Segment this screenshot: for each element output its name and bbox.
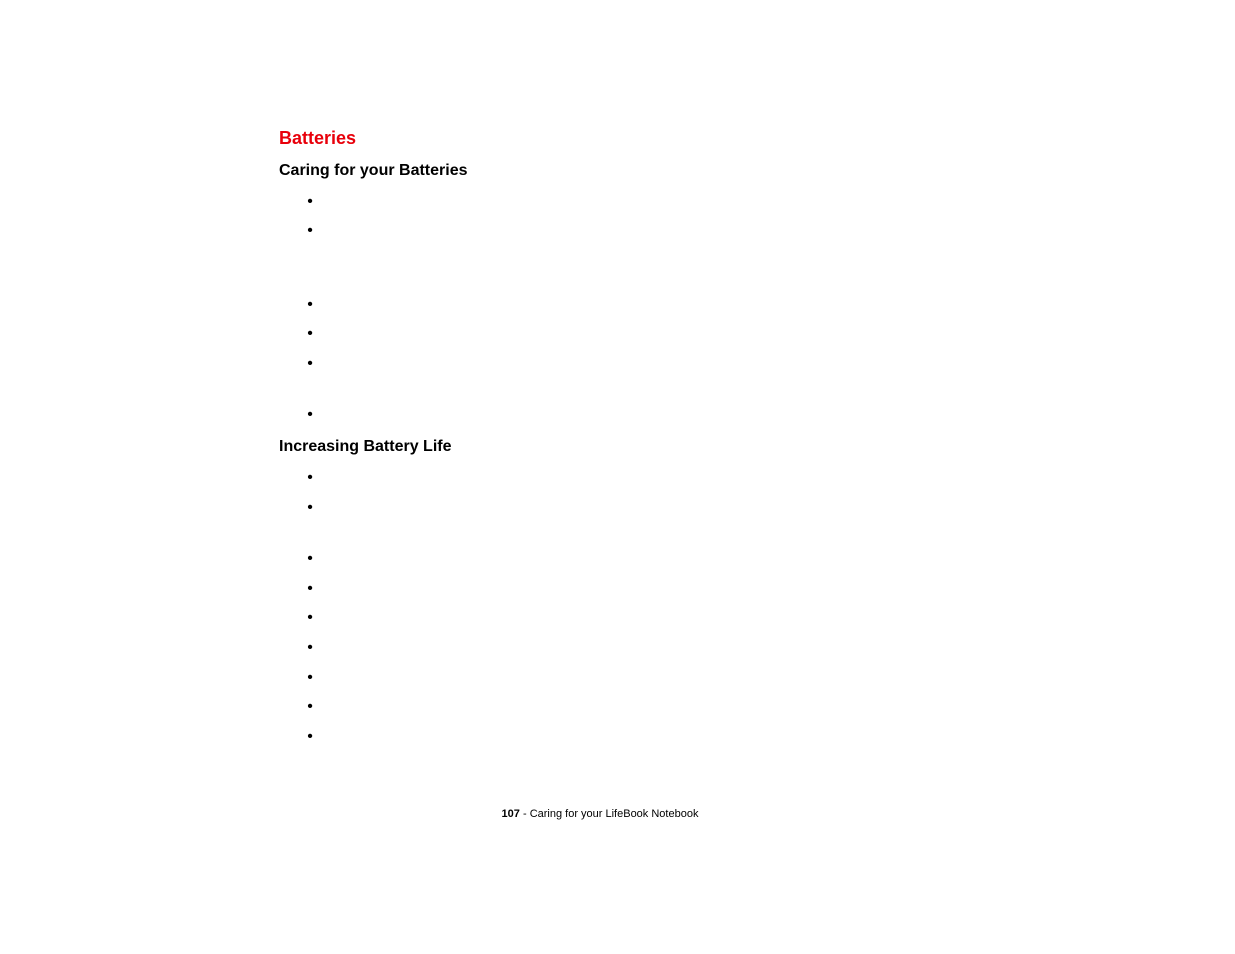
- list-item-bullet: •: [307, 222, 313, 239]
- list-item-bullet: •: [307, 469, 313, 486]
- list-item-bullet: •: [307, 550, 313, 567]
- increasing-heading: Increasing Battery Life: [279, 438, 452, 455]
- list-item-bullet: •: [307, 609, 313, 626]
- footer-text: Caring for your LifeBook Notebook: [529, 808, 699, 820]
- list-item-bullet: •: [307, 296, 313, 313]
- page-footer: [0, 806, 1200, 822]
- section-title: Batteries: [279, 128, 357, 148]
- list-item-bullet: •: [307, 193, 313, 210]
- footer-separator: -: [519, 808, 530, 820]
- list-item-bullet: •: [307, 639, 313, 656]
- list-item-bullet: •: [307, 355, 313, 372]
- list-item-bullet: •: [307, 499, 313, 516]
- list-item-bullet: •: [307, 325, 313, 342]
- list-item-bullet: •: [307, 698, 313, 715]
- list-item-bullet: •: [307, 728, 313, 745]
- list-item-bullet: •: [307, 580, 313, 597]
- list-item-bullet: •: [307, 669, 313, 686]
- caring-heading: Caring for your Batteries: [279, 162, 468, 179]
- page-number: 107: [501, 808, 520, 820]
- list-item-bullet: •: [307, 406, 313, 423]
